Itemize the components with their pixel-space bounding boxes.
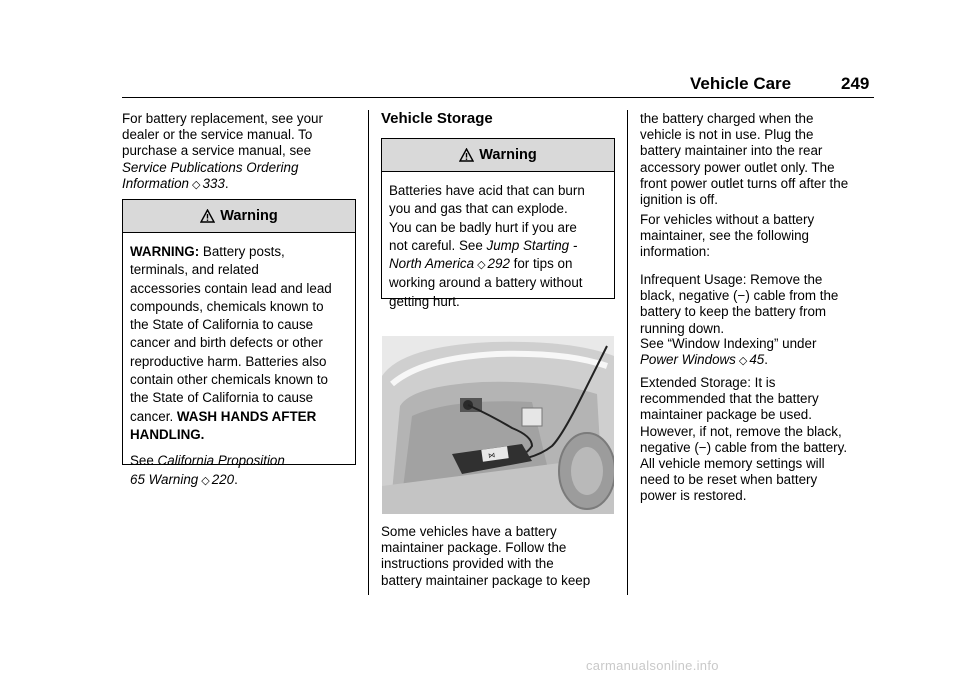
page-ref-link[interactable]: 45 bbox=[749, 352, 765, 368]
window-indexing-paragraph: See “Window Indexing” under Power Windows ◇ 45. bbox=[640, 336, 817, 368]
section-heading: Vehicle Storage bbox=[381, 110, 493, 127]
page-ref-icon: ◇ bbox=[201, 474, 210, 487]
maintainer-paragraph: Some vehicles have a battery maintainer package. Follow the instructions provided with the battery maintainer package to keep bbox=[381, 524, 591, 588]
warning-triangle-icon bbox=[459, 148, 474, 162]
page-ref-link[interactable]: 292 bbox=[487, 256, 510, 272]
warning-body: WARNING: Battery posts, terminals, and related accessories contain lead and lead compounds, chemicals known to the State of California to cause cancer and birth defects or other reproductive harm. Batteries also contain other chemicals known to the State of California to cause cancer. WASH HANDS AFTER HANDLING. See California Proposition 65 Warning ◇ 220. bbox=[130, 244, 332, 487]
warning-header bbox=[123, 200, 355, 233]
page-ref-link[interactable]: 220 bbox=[211, 471, 235, 487]
acid-warning-box bbox=[381, 138, 615, 309]
battery-replacement-paragraph: For battery replacement, see your dealer or the service manual. To purchase a service manual, see Service Publications Ordering Information ◇ 333. bbox=[122, 111, 323, 191]
battery-maintainer-illustration bbox=[382, 336, 614, 514]
no-maintainer-paragraph: For vehicles without a battery maintainer, see the following information: bbox=[640, 212, 815, 260]
page-ref-icon: ◇ bbox=[477, 259, 486, 272]
warning-title: Warning bbox=[220, 208, 278, 224]
warning-triangle-icon bbox=[200, 209, 215, 223]
warning-title: Warning bbox=[479, 147, 537, 163]
column-divider-2 bbox=[627, 110, 628, 595]
page-ref-icon: ◇ bbox=[738, 355, 748, 368]
header-rule bbox=[122, 97, 874, 98]
infrequent-usage-paragraph: Infrequent Usage: Remove the black, negative (−) cable from the battery to keep the battery from running down. bbox=[640, 272, 839, 336]
page-ref-link[interactable]: 333 bbox=[202, 175, 225, 191]
page-ref-icon: ◇ bbox=[192, 178, 201, 191]
column-divider-1 bbox=[368, 110, 369, 595]
watermark-footer: carmanualsonline.info bbox=[586, 658, 719, 673]
warning-header bbox=[382, 139, 614, 172]
extended-storage-paragraph: Extended Storage: It is recommended that the battery maintainer package be used. However, if not, remove the black, negative (−) cable from the battery. All vehicle memory settings will need to be reset when battery power is restored. bbox=[640, 375, 848, 504]
svg-text:⋈: ⋈ bbox=[487, 451, 496, 460]
lead-warning-box bbox=[122, 199, 356, 487]
warning-body: Batteries have acid that can burn you and gas that can explode. You can be badly hurt if you are not careful. See Jump Starting - North America ◇ 292 for tips on working around a battery without getting hurt. bbox=[389, 183, 585, 309]
page-number: 249 bbox=[841, 74, 870, 93]
charging-paragraph: the battery charged when the vehicle is not in use. Plug the battery maintainer into the rear accessory power outlet only. The front power outlet turns off after the ignition is off. bbox=[640, 111, 849, 208]
page-section-title: Vehicle Care bbox=[690, 74, 792, 93]
